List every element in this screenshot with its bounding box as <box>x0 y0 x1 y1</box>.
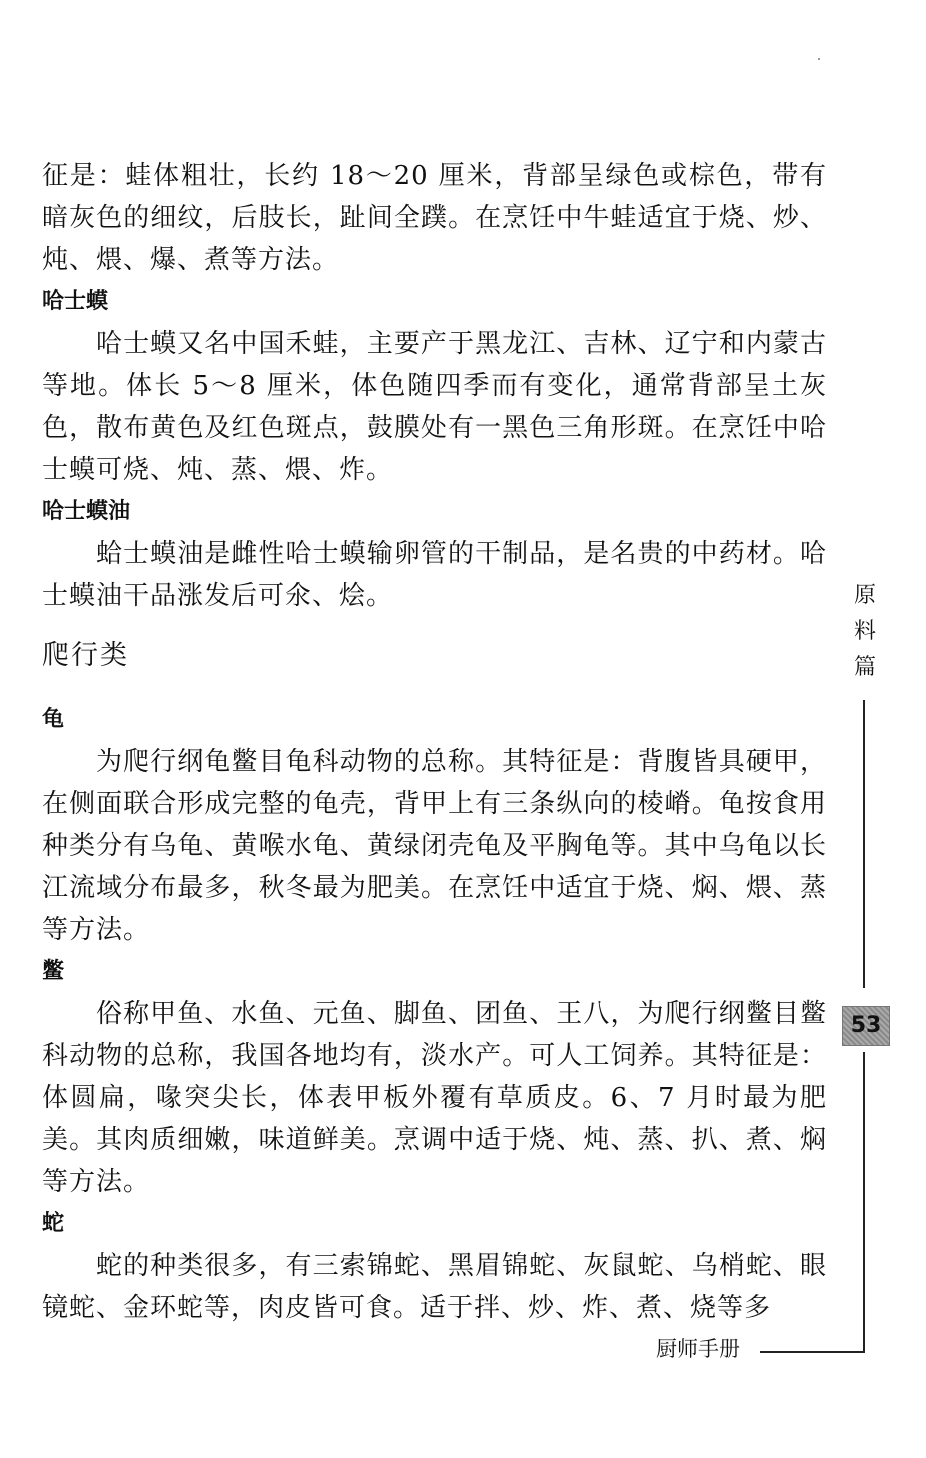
hashima-heading: 哈士蟆 <box>42 289 109 314</box>
hashima-oil-paragraph: 蛤士蟆油是雌性哈士蟆输卵管的干制品，是名贵的中药材。哈士蟆油干品涨发后可氽、烩。 <box>42 539 827 611</box>
softshell-turtle-heading: 鳖 <box>42 959 65 984</box>
hashima-oil-heading: 哈士蟆油 <box>42 499 131 524</box>
footer-book-title: 厨师手册 <box>656 1337 740 1361</box>
margin-rule-lower <box>863 1052 865 1352</box>
margin-rule-upper <box>863 700 865 988</box>
main-text-column <box>42 155 827 1329</box>
turtle-paragraph: 为爬行纲龟鳖目龟科动物的总称。其特征是：背腹皆具硬甲，在侧面联合形成完整的龟壳，背甲上有三条纵向的棱嵴。龟按食用种类分有乌龟、黄喉水龟、黄绿闭壳龟及平胸龟等。其中乌龟以长江流域分布最多，秋冬最为肥美。在烹饪中适宜于烧、焖、煨、蒸等方法。 <box>42 747 827 945</box>
frog-paragraph-continued: 征是：蛙体粗壮，长约 18～20 厘米，背部呈绿色或棕色，带有暗灰色的细纹，后肢长，趾间全蹼。在烹饪中牛蛙适宜于烧、炒、炖、煨、爆、煮等方法。 <box>42 161 827 275</box>
snake-paragraph: 蛇的种类很多，有三索锦蛇、黑眉锦蛇、灰鼠蛇、乌梢蛇、眼镜蛇、金环蛇等，肉皮皆可食。适于拌、炒、炸、煮、烧等多 <box>42 1251 827 1323</box>
softshell-turtle-paragraph: 俗称甲鱼、水鱼、元鱼、脚鱼、团鱼、王八，为爬行纲鳖目鳖科动物的总称，我国各地均有，淡水产。可人工饲养。其特征是：体圆扁，喙突尖长，体表甲板外覆有草质皮。6、7 月时最为肥美。其肉质细嫩，味道鲜美。烹调中适于烧、炖、蒸、扒、煮、焖等方法。 <box>42 999 827 1197</box>
side-tab-char: 原 <box>853 583 876 608</box>
hashima-paragraph: 哈士蟆又名中国禾蛙，主要产于黑龙江、吉林、辽宁和内蒙古等地。体长 5～8 厘米，体色随四季而有变化，通常背部呈土灰色，散布黄色及红色斑点，鼓膜处有一黑色三角形斑。在烹饪中哈士蟆可烧、炖、蒸、煨、炸。 <box>42 329 827 485</box>
side-tab-char: 篇 <box>853 655 876 680</box>
scan-speck <box>818 58 820 60</box>
turtle-heading: 龟 <box>42 707 65 732</box>
page-number-badge: 53 <box>842 1006 890 1046</box>
side-tab-label <box>850 578 880 686</box>
footer-rule <box>760 1351 865 1353</box>
snake-heading: 蛇 <box>42 1211 65 1236</box>
reptile-section-heading: 爬行类 <box>42 640 129 671</box>
side-tab-char: 料 <box>853 619 876 644</box>
